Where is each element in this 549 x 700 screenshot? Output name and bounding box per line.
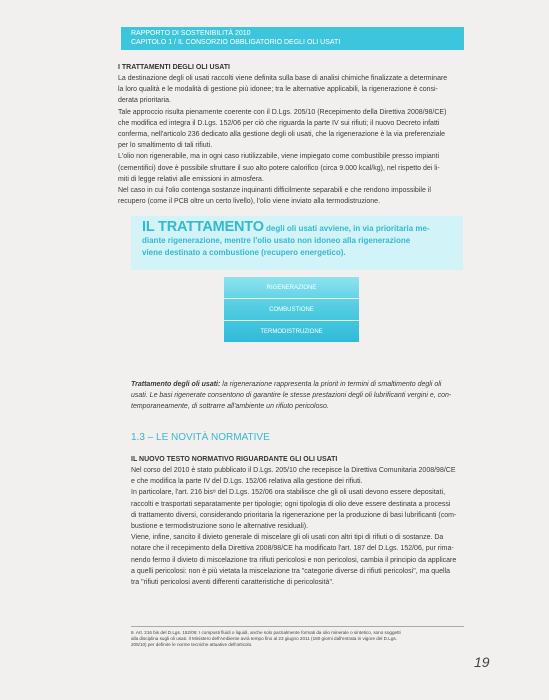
footnote xyxy=(131,630,464,648)
footnote-divider xyxy=(131,626,464,627)
level-rigenerazione: RIGENERAZIONE xyxy=(266,285,317,291)
treatment-hierarchy-diagram xyxy=(224,277,359,342)
caption-line1: la rigenerazione rappresenta la priorit in termini di smaltimento degli oli xyxy=(220,381,442,388)
text-line: recupero (come il PCB oltre un certo livello), l'olio viene inviato alla termodistruzione. xyxy=(118,198,381,206)
report-title: RAPPORTO DI SOSTENIBILITÀ 2010 xyxy=(131,30,251,37)
callout-line3: viene destinato a combustione (recupero energetico). xyxy=(142,248,346,257)
caption-line3: temporaneamente, di sottrarre all'ambiente un rifiuto pericoloso. xyxy=(131,403,329,411)
section-body xyxy=(118,73,462,207)
callout-box xyxy=(131,216,463,270)
text-line: e che modifica la parte IV del D.Lgs. 152/06 relativa alla gestione dei rifiuti. xyxy=(131,478,363,486)
level-termodistruzione: TERMODISTRUZIONE xyxy=(260,329,323,335)
text-line: In particolare, l'art. 216 bis⁸ del D.Lgs. 152/06 ora stabilisce che gli oli usati devono essere depositati, xyxy=(131,489,446,497)
text-line: Viene, infine, sancito il divieto generale di miscelare gli oli usati con altri tipi di rifiuti o di sostanze. Da xyxy=(131,534,444,542)
text-line: che modifica ed integra il D.Lgs. 152/06 per ciò che riguarda la parte IV sui rifiuti; il nuovo Decreto infatti xyxy=(118,119,440,127)
chapter-title: CAPITOLO 1 / IL CONSORZIO OBBLIGATORIO DEGLI OLI USATI xyxy=(131,38,341,46)
text-line: nendo fermo il divieto di miscelazione tra rifiuti pericolosi e non pericolosi, cambia il principio da applicare xyxy=(131,556,457,564)
text-line: alla disciplina sugli oli usati. Il Ministero dell'Ambiente avrà tempo fino al 23 giugno 2011 (180 giorni dall'entrata in vigore del D.Lgs. xyxy=(131,636,397,641)
callout-line1: degli oli usati avviene, in via prioritaria me- xyxy=(263,224,430,233)
diagram-caption xyxy=(131,379,464,413)
text-line: miti di legge relativi alle emissioni in atmosfera. xyxy=(118,175,264,183)
level-combustione: COMBUSTIONE xyxy=(269,307,314,313)
text-line: 8. Art. 216 bis del D.Lgs. 152/06: I composti fluidi o liquidi, anche solo parzialmente formati da olio minerale o sintetico, sono soggetti xyxy=(131,630,401,635)
section-title: 1.3 – LE NOVITÀ NORMATIVE xyxy=(131,432,270,443)
text-line: La destinazione degli oli usati raccolti viene definita sulla base di analisi chimiche finalizzate a determinare xyxy=(118,75,448,82)
section-treatments xyxy=(118,64,462,207)
page-number: 19 xyxy=(474,654,490,670)
callout-line2: diante rigenerazione, mentre l'olio usato non idoneo alla rigenerazione xyxy=(142,236,411,245)
section-heading: I TRATTAMENTI DEGLI OLI USATI xyxy=(118,64,230,71)
text-line: raccolti e trasportati separatamente per tipologie; ogni tipologia di olio deve essere destinata a processi xyxy=(131,500,451,508)
section-body xyxy=(131,465,464,588)
text-line: 205/10) per definire le norme tecniche attuative dell'articolo. xyxy=(131,642,253,647)
text-line: notare che il recepimento della Direttiva 2008/98/CE ha modificato l'art. 187 del D.Lgs. 152/06, pur rima- xyxy=(131,545,454,553)
text-line: a quelli pericolosi: non è più vietata la miscelazione tra "categorie diverse di rifiuti pericolosi", ma quella xyxy=(131,567,450,575)
text-line: la loro qualità e le modalità di gestione più idonee; tra le alternative applicabili, la rigenerazione è consi- xyxy=(118,86,438,94)
text-line: per lo smaltimento di tali rifiuti. xyxy=(118,142,213,150)
callout-text xyxy=(142,221,458,259)
callout-highlight: IL TRATTAMENTO xyxy=(142,219,264,235)
text-line: Nel corso del 2010 è stato pubblicato il D.Lgs. 205/10 che recepisce la Direttiva Comunitaria 2008/98/CE xyxy=(131,467,456,474)
section-heading: IL NUOVO TESTO NORMATIVO RIGUARDANTE GLI OLI USATI xyxy=(131,456,338,463)
section-new-regulation xyxy=(131,456,464,588)
text-line: Nel caso in cui l'olio contenga sostanze inquinanti difficilmente separabili e che rendono impossibile il xyxy=(118,187,431,195)
text-line: conferma, nell'articolo 236 dedicato alla gestione degli oli usati, che la rigenerazione è la via preferenziale xyxy=(118,131,446,139)
page-header-band xyxy=(121,27,464,50)
caption-label: Trattamento degli oli usati: xyxy=(131,381,221,388)
caption-line2: usati. Le basi rigenerate consentono di garantire le stesse prestazioni degli oli lubrificanti vergini e, con- xyxy=(131,392,452,400)
level-divider xyxy=(224,298,359,299)
text-line: bustione e termodistruzione sono le alternative residuali). xyxy=(131,523,309,531)
text-line: di trattamento diversi, considerando prioritaria la rigenerazione per la produzione di basi lubrificanti (com- xyxy=(131,511,457,519)
text-line: (cementifici) dove è possibile sfruttare il suo alto potere calorifico (circa 9.000 kcal/kg), nel rispetto dei li- xyxy=(118,164,440,172)
text-line: tra "rifiuti pericolosi aventi differenti caratteristiche di pericolosità". xyxy=(131,579,334,587)
text-line: Tale approccio risulta pienamente coerente con il D.Lgs. 205/10 (Recepimento della Direttiva 2008/98/CE) xyxy=(118,108,447,116)
text-line: L'olio non rigenerabile, ma in ogni caso riutilizzabile, viene impiegato come combustibile presso impianti xyxy=(118,153,440,161)
level-divider xyxy=(224,320,359,321)
text-line: derata prioritaria. xyxy=(118,97,171,105)
